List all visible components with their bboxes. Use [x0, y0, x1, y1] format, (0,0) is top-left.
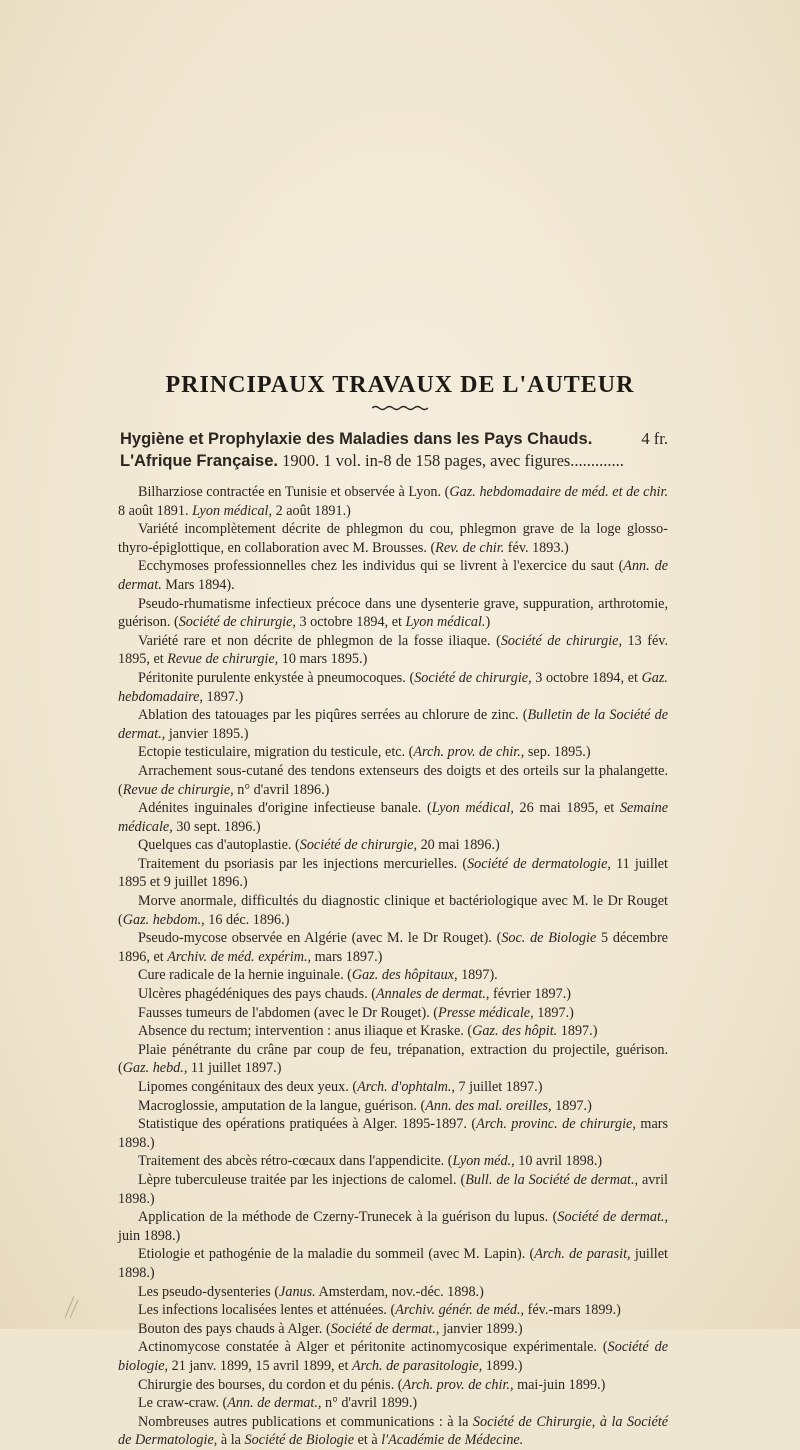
entry-text: 1897).	[457, 967, 498, 984]
publication-entry	[118, 1208, 668, 1245]
citation-source: Archiv. de méd. expérim.,	[167, 948, 312, 965]
entry-text: Bilharziose contractée en Tunisie et observée à Lyon. (	[138, 484, 450, 500]
publication-entry	[118, 669, 668, 706]
entry-text: 30 sept. 1896.)	[172, 818, 261, 835]
publication-entry	[118, 1376, 668, 1395]
entry-text: à la	[217, 1432, 245, 1449]
entry-text: Péritonite purulente enkystée à pneumocoques. (	[138, 669, 415, 686]
citation-source: Arch. de parasit,	[534, 1246, 631, 1263]
entry-text: Nombreuses autres publications et communications : à la	[138, 1413, 473, 1430]
publication-entry	[118, 1097, 668, 1116]
publication-entry	[118, 1245, 668, 1282]
publication-entry	[118, 1152, 668, 1171]
publication-entry	[118, 1394, 668, 1413]
publication-entry	[118, 632, 668, 669]
entry-text: Adénites inguinales d'origine infectieuse banale. (	[138, 800, 432, 817]
entry-text: 1897.)	[551, 1097, 592, 1114]
publication-entry	[118, 762, 668, 799]
entry-text: mai-juin 1899.)	[513, 1376, 606, 1393]
entry-text: 7 juillet 1897.)	[454, 1079, 543, 1095]
publication-entry	[118, 1115, 668, 1152]
citation-source: Ann. des mal. oreilles,	[425, 1097, 552, 1114]
citation-source: Gaz. hebdomadaire de méd. et de chir.	[449, 484, 668, 500]
entry-text: Absence du rectum; intervention : anus iliaque et Kraske. (	[138, 1023, 473, 1040]
entry-text: février 1897.)	[489, 986, 571, 1003]
entry-text: Lèpre tuberculeuse traitée par les injections de calomel. (	[138, 1171, 466, 1188]
entry-text: 20 mai 1896.)	[417, 837, 500, 854]
entry-text: Actinomycose constatée à Alger et péritonite actinomycosique expérimentale. (	[138, 1339, 608, 1356]
citation-source: Société de dermatologie,	[467, 855, 611, 872]
entry-text: 13 fév. 1895, et	[118, 632, 668, 668]
publication-entry	[118, 706, 668, 743]
citation-source: Gaz. hebd.,	[122, 1060, 188, 1077]
citation-source: Société de Chirurgie, à la Société de Dermatologie,	[118, 1413, 668, 1449]
publication-entry	[118, 743, 668, 762]
citation-source: Société de chirurgie,	[299, 837, 418, 854]
entry-text: Statistique des opérations pratiquées à Alger. 1895-1897. (	[138, 1116, 477, 1133]
entry-text: Les pseudo-dysenteries (	[138, 1283, 280, 1300]
citation-source: Soc. de Biologie	[501, 930, 597, 947]
publication-entry	[118, 985, 668, 1004]
entry-text: n° d'avril 1896.)	[233, 781, 330, 798]
publication-entry	[118, 1078, 668, 1097]
entry-text: 11 juillet 1897.)	[187, 1060, 282, 1077]
entry-text: 1897.)	[557, 1023, 598, 1040]
entry-text: fév. 1893.)	[504, 539, 569, 556]
citation-source: Gaz. des hôpit.	[472, 1023, 558, 1040]
entry-text: 21 janv. 1899, 15 avril 1899, et	[168, 1357, 352, 1374]
citation-source: Arch. provinc. de chirurgie,	[476, 1116, 636, 1133]
book-title: Hygiène et Prophylaxie des Maladies dans les Pays Chauds. L'Afrique Française.	[120, 430, 593, 470]
citation-source: Bulletin de la Société de dermat.,	[118, 707, 668, 742]
citation-source: Arch. d'ophtalm.,	[357, 1079, 455, 1095]
citation-source: Société de Biologie	[244, 1432, 355, 1449]
citation-source: Gaz. hebdom.,	[122, 911, 205, 928]
citation-source: Annales de dermat.,	[375, 986, 490, 1003]
entry-text: 1897.)	[202, 688, 244, 705]
entry-text: Pseudo-mycose observée en Algérie (avec M. le Dr Rouget). (	[138, 930, 502, 947]
entry-text: )	[485, 614, 491, 631]
entry-text: Ectopie testiculaire, migration du testicule, etc. (	[138, 744, 414, 761]
citation-source: Arch. de parasitologie,	[351, 1357, 483, 1374]
entry-text: 26 mai 1895, et	[513, 800, 620, 817]
citation-source: l'Académie de Médecine.	[381, 1432, 524, 1449]
citation-source: Ann. de dermat.	[118, 558, 668, 593]
citation-source: Ann. de dermat.,	[227, 1395, 322, 1412]
publication-entry	[118, 1041, 668, 1078]
citation-source: Arch. prov. de chir.,	[402, 1376, 514, 1393]
entry-text: 10 avril 1898.)	[514, 1153, 603, 1170]
entry-text: sep. 1895.)	[524, 744, 591, 761]
entry-text: Les infections localisées lentes et atténuées. (	[138, 1302, 396, 1319]
citation-source: Archiv. génér. de méd.,	[395, 1302, 525, 1319]
citation-source: Gaz. hebdomadaire,	[118, 669, 668, 705]
publication-entry	[118, 929, 668, 966]
publication-entry	[118, 1301, 668, 1320]
entry-text: Fausses tumeurs de l'abdomen (avec le Dr Rouget). (	[138, 1004, 439, 1021]
citation-source: Société de chirurgie,	[178, 614, 296, 631]
entry-text: Lipomes congénitaux des deux yeux. (	[138, 1079, 358, 1095]
entry-text: janvier 1895.)	[165, 725, 249, 742]
entry-text: et à	[354, 1432, 382, 1449]
publication-entry	[118, 1320, 668, 1339]
citation-source: Lyon médical,	[431, 800, 514, 817]
citation-source: Lyon médical.	[405, 614, 486, 631]
publication-entry	[118, 1171, 668, 1208]
entry-text: Ulcères phagédéniques des pays chauds. (	[138, 986, 376, 1003]
entry-text: 1897.)	[533, 1004, 574, 1021]
citation-source: Lyon médical,	[192, 502, 273, 519]
publication-list	[118, 483, 668, 1450]
publication-entry	[118, 1413, 668, 1450]
entry-text: juillet 1898.)	[118, 1246, 668, 1281]
title-ornament	[372, 405, 428, 411]
entry-text: 16 déc. 1896.)	[204, 911, 290, 928]
entry-text: 11 juillet 1895 et 9 juillet 1896.)	[118, 855, 668, 891]
book-entry	[120, 428, 668, 472]
publication-entry	[118, 557, 668, 594]
entry-text: mars 1897.)	[311, 948, 383, 965]
citation-source: Société de chirurgie,	[500, 632, 623, 649]
entry-text: 2 août 1891.)	[272, 502, 351, 519]
publication-entry	[118, 1004, 668, 1023]
citation-source: Société de dermat.,	[557, 1209, 669, 1226]
citation-source: Presse médicale,	[438, 1004, 534, 1021]
entry-text: Etiologie et pathogénie de la maladie du sommeil (avec M. Lapin). (	[138, 1246, 535, 1263]
citation-source: Revue de chirurgie,	[167, 651, 279, 668]
publication-entry	[118, 1022, 668, 1041]
entry-text: Plaie pénétrante du crâne par coup de feu, trépanation, extraction du projectile, guérison. (	[118, 1041, 668, 1077]
citation-source: Bull. de la Société de dermat.,	[465, 1171, 639, 1188]
page-smudge-mark	[60, 1290, 100, 1320]
publication-entry	[118, 520, 668, 557]
citation-source: Arch. prov. de chir.,	[413, 744, 525, 761]
entry-text: Ecchymoses professionnelles chez les individus qui se livrent à l'exercice du saut (	[138, 558, 624, 575]
citation-source: Lyon méd.,	[452, 1153, 515, 1170]
entry-text: Variété incomplètement décrite de phlegmon du cou, phlegmon grave de la loge glosso-thyro-épiglottique, en collaboration avec M. Brousses. (	[118, 521, 668, 556]
entry-text: Arrachement sous-cutané des tendons extenseurs des doigts et des orteils sur la phalangette. (	[118, 762, 668, 798]
page-title: PRINCIPAUX TRAVAUX DE L'AUTEUR	[165, 372, 635, 398]
entry-text: janvier 1899.)	[439, 1320, 523, 1337]
entry-text: Traitement des abcès rétro-cœcaux dans l'appendicite. (	[138, 1153, 453, 1170]
entry-text: 3 octobre 1894, et	[531, 669, 642, 686]
entry-text: fév.-mars 1899.)	[524, 1302, 621, 1319]
citation-source: Semaine médicale,	[118, 800, 669, 835]
citation-source: Société de dermat.,	[330, 1320, 440, 1337]
entry-text: Le craw-craw. (	[138, 1395, 228, 1412]
book-price: 4 fr.	[641, 429, 668, 448]
entry-text: Pseudo-rhumatisme infectieux précoce dans une dysenterie grave, suppuration, arthrotomie, guérison. (	[118, 595, 668, 631]
entry-text: Morve anormale, difficultés du diagnostic clinique et bactériologique avec M. le Dr Rouget (	[118, 893, 668, 928]
entry-text: Amsterdam, nov.-déc. 1898.)	[315, 1283, 484, 1300]
entry-text: Macroglossie, amputation de la langue, guérison. (	[138, 1097, 426, 1114]
entry-text: Chirurgie des bourses, du cordon et du pénis. (	[138, 1376, 403, 1393]
entry-text: 5 décembre 1896, et	[118, 930, 668, 965]
entry-text: Application de la méthode de Czerny-Trunecek à la guérison du lupus. (	[138, 1209, 558, 1226]
publication-entry	[118, 836, 668, 855]
book-details: 1900. 1 vol. in-8 de 158 pages, avec figures.............	[277, 451, 624, 470]
entry-text: 3 octobre 1894, et	[295, 614, 406, 631]
entry-text: Ablation des tatouages par les piqûres serrées au chlorure de zinc. (	[138, 707, 528, 724]
publication-entry	[118, 1283, 668, 1302]
entry-text: n° d'avril 1899.)	[321, 1395, 418, 1412]
entry-text: Cure radicale de la hernie inguinale. (	[138, 967, 352, 984]
entry-text: 1899.)	[482, 1357, 523, 1374]
publication-entry	[118, 892, 668, 929]
citation-source: Rev. de chir.	[435, 539, 505, 556]
publication-entry	[118, 483, 668, 520]
entry-text: mars 1898.)	[118, 1116, 669, 1151]
publication-entry	[118, 855, 668, 892]
publication-entry	[118, 799, 668, 836]
entry-text: juin 1898.)	[118, 1227, 181, 1244]
entry-text: 8 août 1891.	[118, 502, 193, 519]
entry-text: Quelques cas d'autoplastie. (	[138, 837, 300, 854]
entry-text: Variété rare et non décrite de phlegmon de la fosse iliaque. (	[138, 632, 501, 649]
entry-text: avril 1898.)	[118, 1171, 668, 1207]
entry-text: 10 mars 1895.)	[278, 651, 368, 668]
entry-text: Mars 1894).	[161, 576, 235, 593]
citation-source: Janus.	[279, 1283, 316, 1300]
entry-text: Bouton des pays chauds à Alger. (	[138, 1320, 331, 1337]
publication-entry	[118, 595, 668, 632]
citation-source: Revue de chirurgie,	[122, 781, 234, 798]
citation-source: Société de biologie,	[118, 1339, 668, 1374]
citation-source: Gaz. des hôpitaux,	[351, 967, 458, 984]
entry-text: Traitement du psoriasis par les injections mercurielles. (	[138, 855, 468, 872]
publication-entry	[118, 966, 668, 985]
publication-entry	[118, 1338, 668, 1375]
citation-source: Société de chirurgie,	[414, 669, 532, 686]
